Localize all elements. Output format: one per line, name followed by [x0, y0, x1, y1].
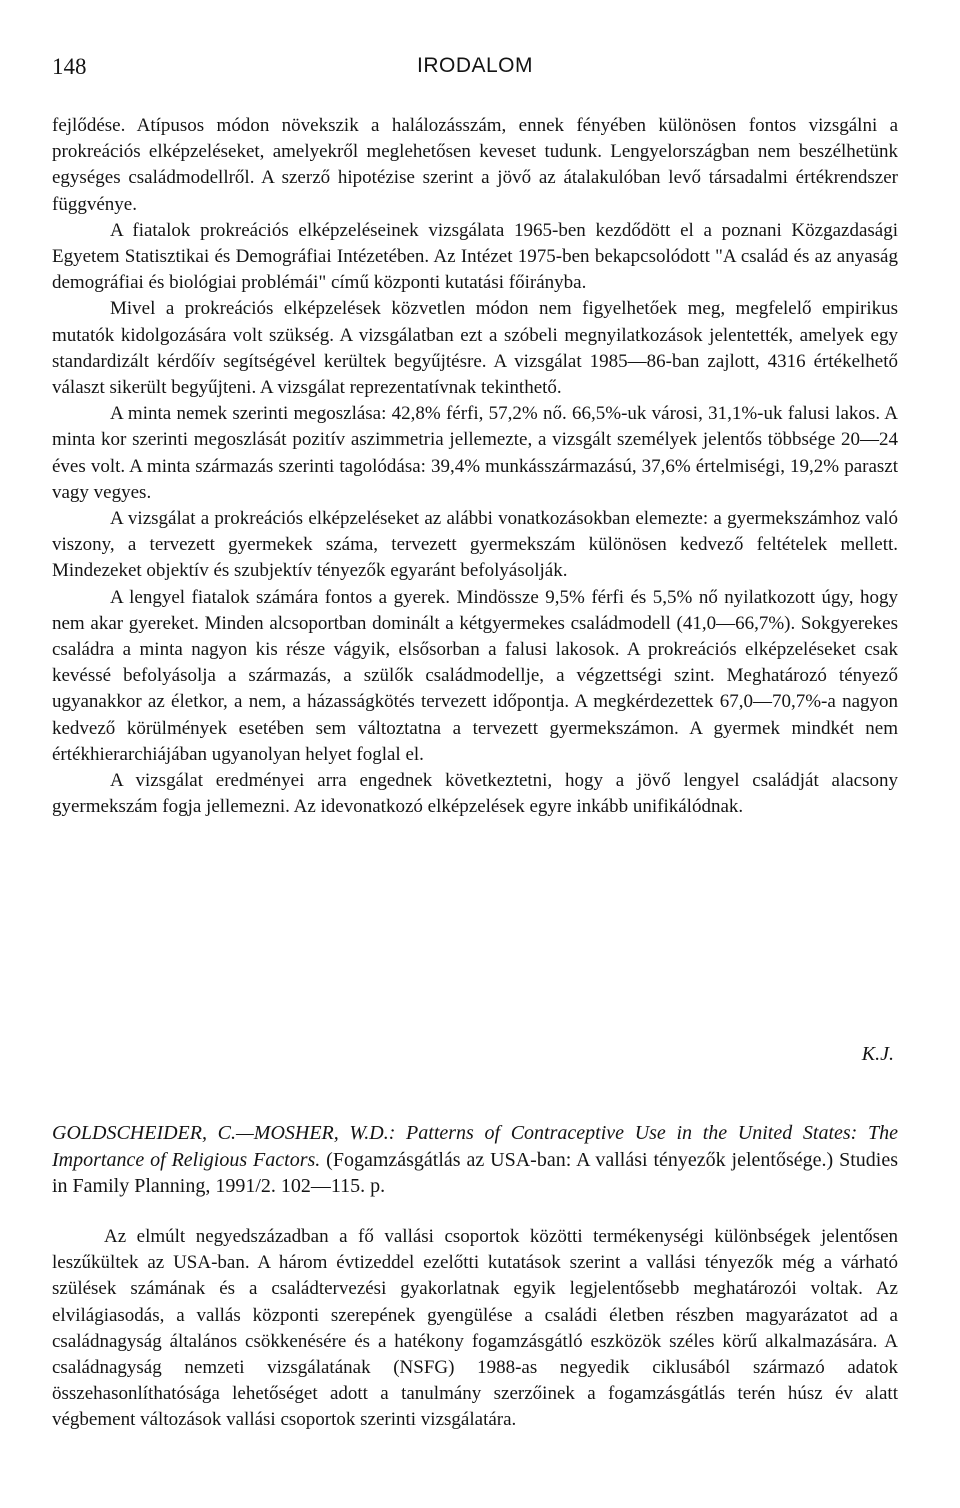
- paragraph: A vizsgálat eredményei arra engednek következtetni, hogy a jövő lengyel családját alacsony gyermekszám fogja jellemezni. Az idevonatkozó elképzelések egyre inkább unifikálódnak.: [52, 770, 898, 818]
- paragraph: A fiatalok prokreációs elképzeléseinek vizsgálata 1965-ben kezdődött el a poznani Közgazdasági Egyetem Statisztikai és Demográfiai Intézetében. Az Intézet 1975-ben bekapcsolódott "A család és az anyaság demográfiai és biológiai problémái" című központi kutatási főirányba.: [52, 219, 898, 294]
- section-title: IRODALOM: [416, 54, 533, 77]
- review-body: [52, 113, 898, 820]
- reference-citation: (Fogamzásgátlás az USA-ban: A vallási tényezők jelentősége.) Studies in Family Planning, 1991/2. 102—115. p.: [52, 1148, 898, 1197]
- paragraph: fejlődése. Atípusos módon növekszik a halálozásszám, ennek fényében különösen fontos vizsgálni a prokreációs elképzeléseket, amelyekről meglehetősen keveset tudunk. Lengyelországban nem beszélhetünk egységes családmodellről. A szerző hipotézise szerint a jövő az átalakulóban levő társadalmi értékrendszer függvénye.: [52, 115, 898, 215]
- paragraph: A lengyel fiatalok számára fontos a gyerek. Mindössze 9,5% férfi és 5,5% nő nyilatkozott úgy, hogy nem akar gyereket. Minden alcsoportban dominált a kétgyermekes családmodell (41,0—66,7%). Sokgyerekes családra a minta nagyon kis része vágyik, elsősorban a falusi lakosok. A prokreációs elképzeléseket csak kevéssé befolyásolja a származás, a szülők családmodellje, a végzettségi szint. Meghatározó tényező ugyanakkor az életkor, a nem, a házasságkötés tervezett időpontja. A megkérdezettek 67,0—70,7%-a nagyon kedvező körülmények esetében sem változtatna a tervezett gyermekszámon. A gyermek mindkét nem értékhierarchiájában ugyanolyan helyet foglal el.: [52, 586, 898, 765]
- paragraph: A vizsgálat a prokreációs elképzeléseket az alábbi vonatkozásokban elemezte: a gyermekszámhoz való viszony, a tervezett gyermekek száma, tervezett gyermekszám különösen kedvező feltételek mellett. Mindezeket objektív és szubjektív tényezők egyaránt befolyásolják.: [52, 508, 898, 582]
- review-signature: K.J.: [861, 1043, 894, 1065]
- paragraph: Az elmúlt negyedszázadban a fő vallási csoportok közötti termékenységi különbségek jelentősen leszűkültek az USA-ban. A három évtizeddel ezelőtti kutatások szerint a vallási tényezők még a várható szülések számának és a családtervezési gyakorlatnak egyik legjelentősebb meghatározói voltak. Az elvilágiasodás, a vallás központi szerepének gyengülése a családi életben részben magyarázatot ad a családnagyság általános csökkenésére és a hatékony fogamzásgátló eszközök széles körű alkalmazására. A családnagyság nemzeti vizsgálatának (NSFG) 1988-as negyedik ciklusából származó adatok összehasonlíthatósága lehetőséget adott a tanulmány szerzőinek a fogamzásgátlás terén húsz év alatt végbement változások vallási csoportok szerinti vizsgálatára.: [52, 1226, 898, 1431]
- document-page: [52, 0, 898, 1508]
- paragraph: Mivel a prokreációs elképzelések közvetlen módon nem figyelhetőek meg, megfelelő empirikus mutatók kidolgozására volt szükség. A vizsgálatban ezt a szóbeli megnyilatkozások jelentették, amelyek egy standardizált kérdőív segítségével kerültek begyűjtésre. A vizsgálat 1985—86-ban zajlott, 4316 értékelhető választ sikerült begyűjteni. A vizsgálat reprezentatívnak tekinthető.: [52, 298, 898, 399]
- reference-authors: GOLDSCHEIDER, C.—MOSHER, W.D.:: [52, 1122, 407, 1144]
- bibliographic-reference: [52, 1120, 898, 1200]
- reference-title: Patterns of Contraceptive Use in the United States: The Importance of Religious Factors.: [52, 1122, 899, 1171]
- review-abstract: [52, 1224, 898, 1434]
- paragraph: A minta nemek szerinti megoszlása: 42,8% férfi, 57,2% nő. 66,5%-uk városi, 31,1%-uk falusi lakos. A minta kor szerinti megoszlását pozitív aszimmetria jellemezte, a vizsgált személyek jelentős többsége 20—24 éves volt. A minta származás szerinti tagolódása: 39,4% munkásszármazású, 37,6% értelmiségi, 19,2% paraszt vagy vegyes.: [52, 403, 898, 503]
- page-header: [52, 54, 898, 86]
- page-number: 148: [52, 54, 87, 79]
